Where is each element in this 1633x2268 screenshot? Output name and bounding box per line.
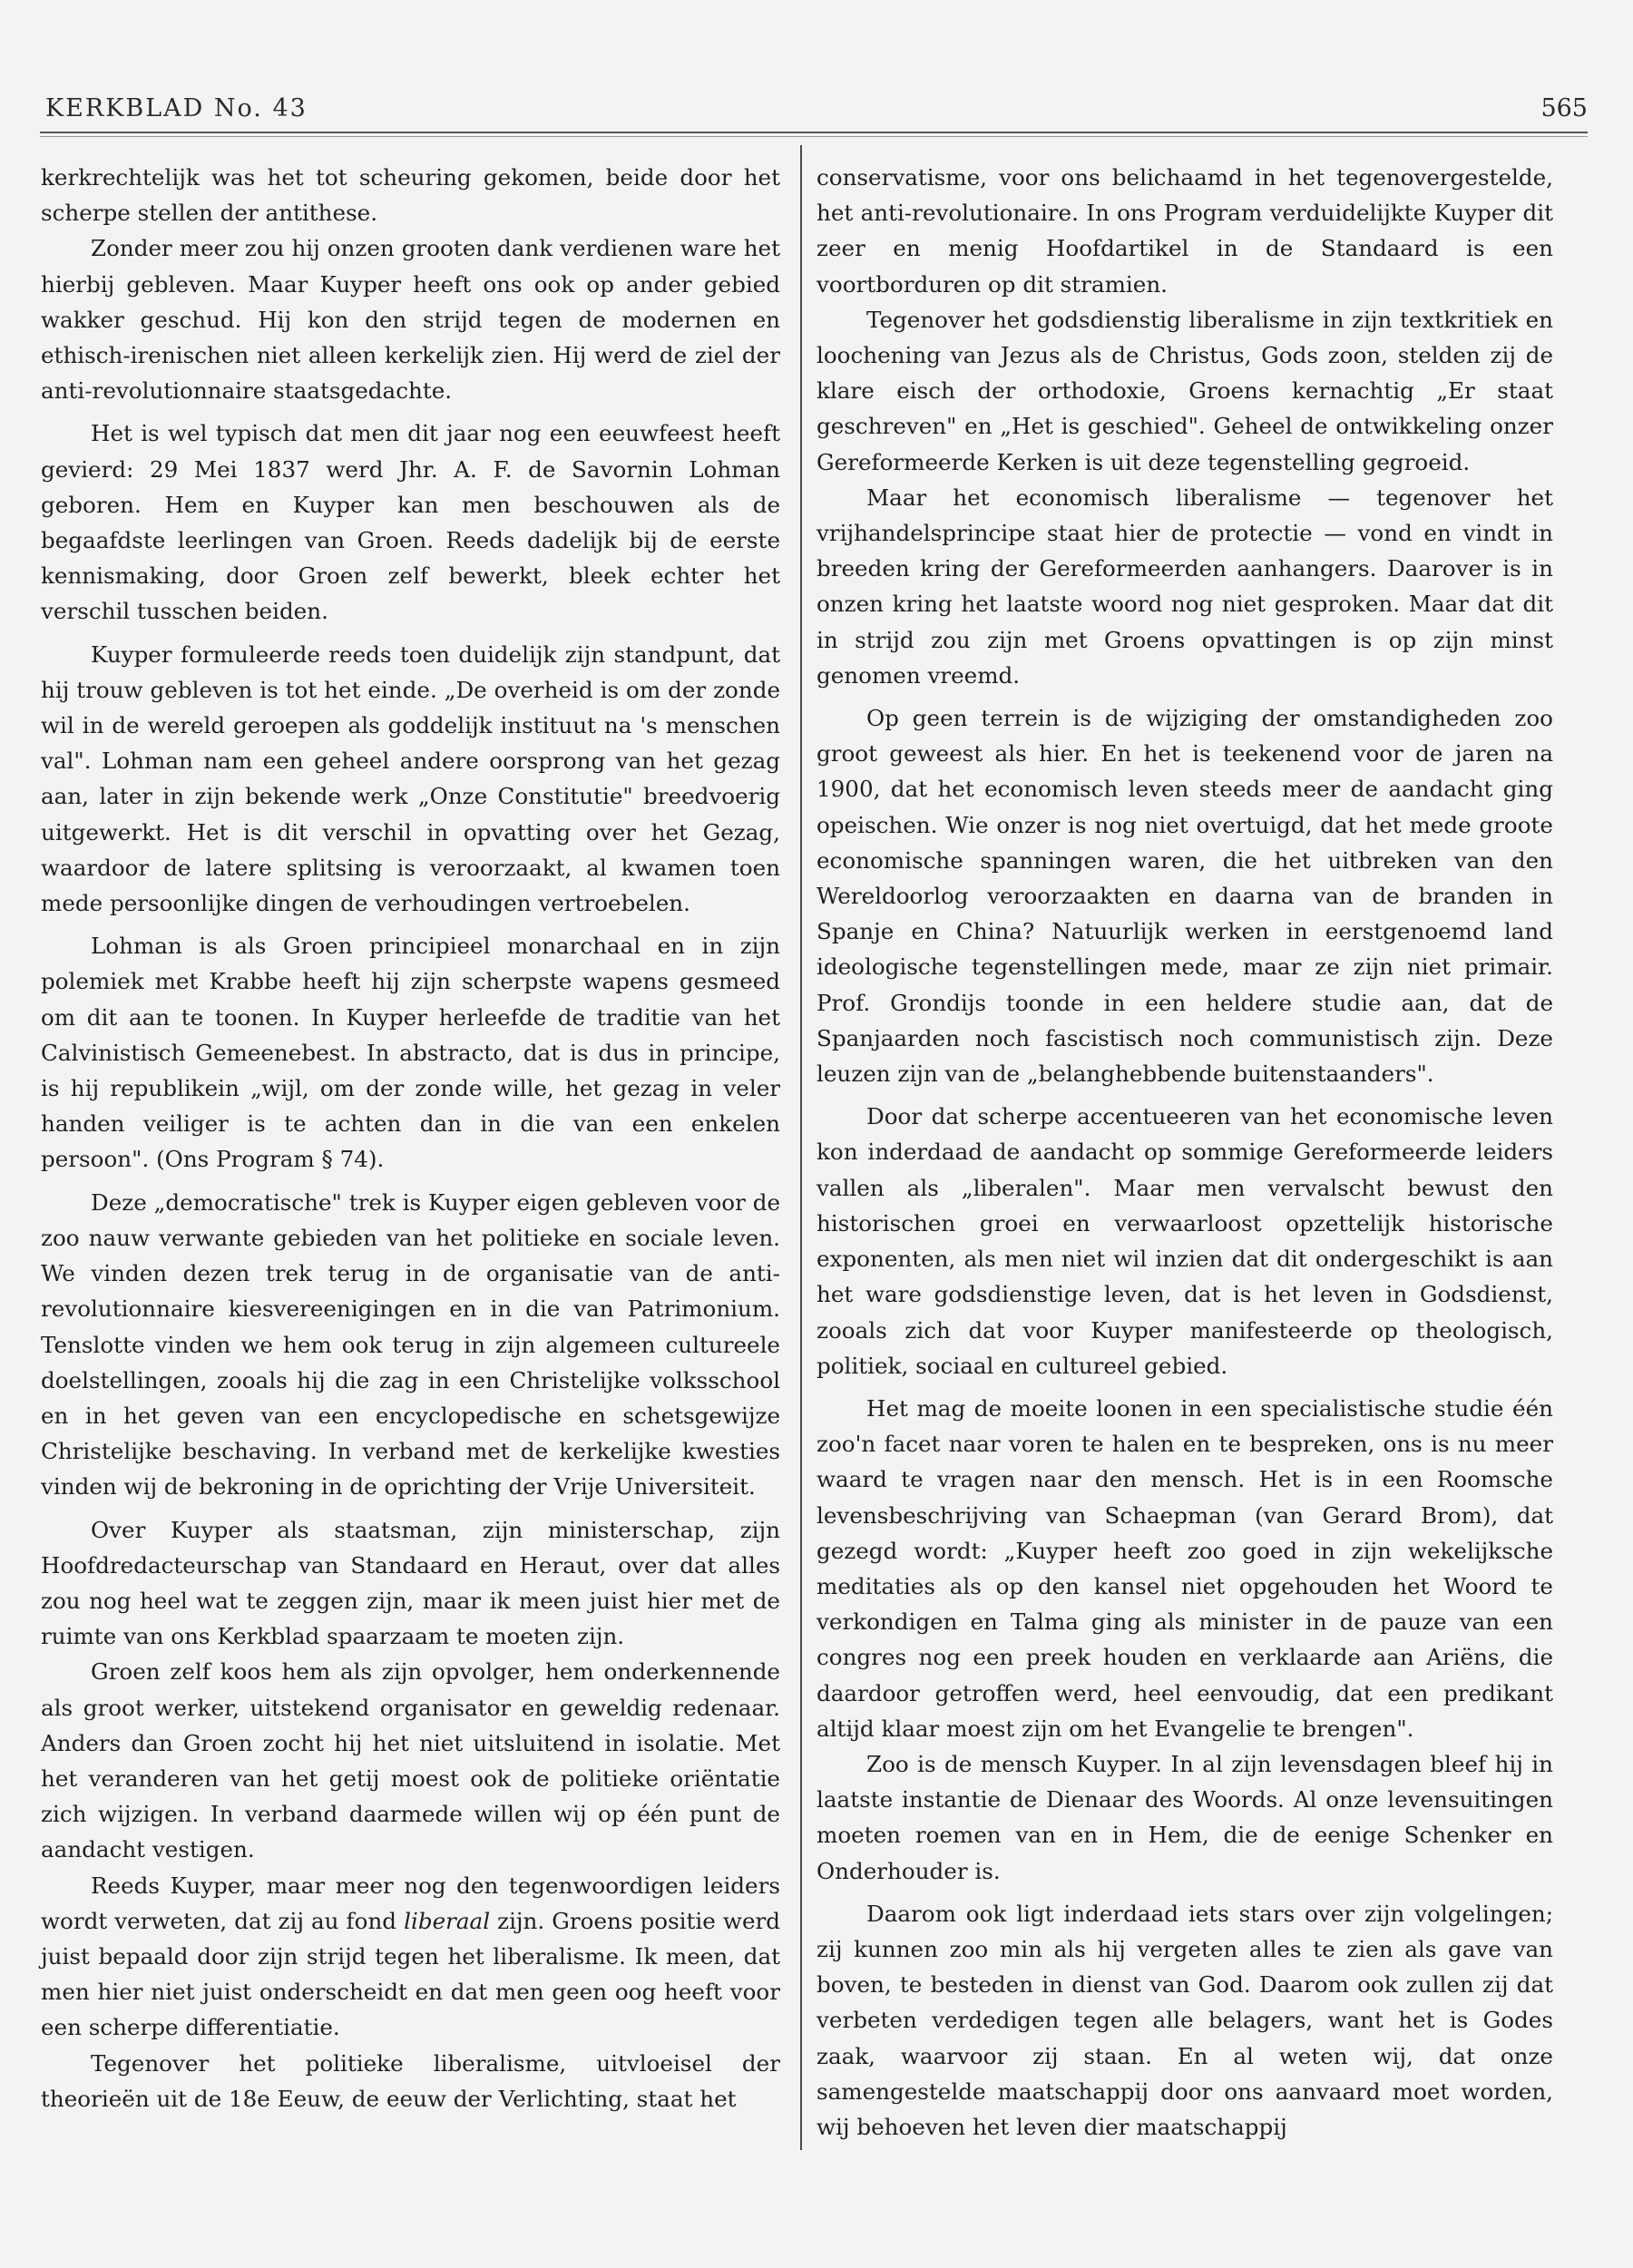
paragraph: Op geen terrein is de wijziging der omstandigheden zoo groot geweest als hier. En het is teekenend voor de jaren na 1900, dat het economisch leven steeds meer de aandacht ging opeischen. Wie onzer is nog niet overtuigd, dat het mede groote economische spanningen waren, die het uitbreken van den Wereldoorlog veroorzaakten en daarna van de branden in Spanje en China? Natuurlijk werken in eerstgenoemd land ideologische tegenstellingen mede, maar ze zijn niet primair. Prof. Grondijs toonde in een heldere studie aan, dat de Spanjaarden noch fascistisch noch communistisch zijn. Deze leuzen zijn van de „belanghebbende buitenstaanders". xyxy=(816,705,1553,1088)
paragraph: Tegenover het politieke liberalisme, uitvloeisel der theorieën uit de 18e Eeuw, de eeuw der Verlichting, staat het xyxy=(41,2049,780,2112)
header-rule xyxy=(40,132,1588,133)
paragraph: Het is wel typisch dat men dit jaar nog een eeuwfeest heeft gevierd: 29 Mei 1837 werd Jhr. A. F. de Savornin Lohman geboren. Hem en Kuyper kan men beschouwen als de begaafdste leerlingen van Groen. Reeds dadelijk bij de eerste kennismaking, door Groen zelf bewerkt, bleek echter het verschil tusschen beiden. xyxy=(41,420,780,625)
paragraph: Zoo is de mensch Kuyper. In al zijn levensdagen bleef hij in laatste instantie de Dienaar des Woords. Al onze levensuitingen moeten roemen van en in Hem, die de eenige Schenker en Onderhouder is. xyxy=(816,1750,1553,1884)
paragraph: Kuyper formuleerde reeds toen duidelijk zijn standpunt, dat hij trouw gebleven is tot het einde. „De overheid is om der zonde wil in de wereld geroepen als goddelijk instituut na 's menschen val". Lohman nam een geheel andere oorsprong van het gezag aan, later in zijn bekende werk „Onze Constitutie" breedvoerig uitgewerkt. Het is dit verschil in opvatting over het Gezag, waardoor de latere splitsing is veroorzaakt, al kwamen toen mede persoonlijke dingen de verhoudingen vertroebelen. xyxy=(41,640,780,917)
header-rule-thin xyxy=(40,136,1588,137)
paragraph: Het mag de moeite loonen in een specialistische studie één zoo'n facet naar voren te halen en te bespreken, ons is nu meer waard te vragen naar den mensch. Het is in een Roomsche levensbeschrijving van Schaepman (van Gerard Brom), dat gezegd wordt: „Kuyper heeft zoo goed in zijn wekelijksche meditaties als op den kansel niet opgehouden het Woord te verkondigen en Talma ging als minister in de pauze van een congres nog een preek houden en verklaarde aan Ariëns, die daardoor getroffen werd, heel eenvoudig, dat een predikant altijd klaar moest zijn om het Evangelie te brengen". xyxy=(816,1394,1553,1742)
running-header xyxy=(45,94,1588,131)
paragraph: Door dat scherpe accentueeren van het economische leven kon inderdaad de aandacht op sommige Gereformeerde leiders vallen als „liberalen". Maar men vervalscht bewust den historischen groei en verwaarloost opzettelijk historische exponenten, als men niet wil inzien dat dit ondergeschikt is aan het ware godsdienstige leven, dat is het leven in Godsdienst, zooals zich dat voor Kuyper manifesteerde op theologisch, politiek, sociaal en cultureel gebied. xyxy=(816,1103,1553,1379)
paragraph: Groen zelf koos hem als zijn opvolger, hem onderkennende als groot werker, uitstekend organisator en geweldig redenaar. Anders dan Groen zocht hij het niet uitsluitend in isolatie. Met het veranderen van het getij moest ook de politieke oriëntatie zich wijzigen. In verband daarmede willen wij op één punt de aandacht vestigen. xyxy=(41,1658,780,1863)
paragraph: Lohman is als Groen principieel monarchaal en in zijn polemiek met Krabbe heeft hij zijn scherpste wapens gesmeed om dit aan te toonen. In Kuyper herleefde de traditie van het Calvinistisch Gemeenebest. In abstracto, dat is dus in principe, is hij republikein „wijl, om der zonde wille, het gezag in veler handen veiliger is te achten dan in die van een enkelen persoon". (Ons Program § 74). xyxy=(41,933,780,1173)
paragraph xyxy=(41,1868,780,2046)
journal-title: KERKBLAD No. 43 xyxy=(45,94,308,122)
paragraph: conservatisme, voor ons belichaamd in het tegenovergestelde, het anti-revolutionaire. In ons Program verduidelijkte Kuyper dit zeer en menig Hoofdartikel in de Standaard is een voortborduren op dit stramien. xyxy=(816,164,1553,298)
page-number: 565 xyxy=(1540,94,1588,122)
paragraph: Tegenover het godsdienstig liberalisme in zijn textkritiek en loochening van Jezus als de Christus, Gods zoon, stelden zij de klare eisch der orthodoxie, Groens kernachtig „Er staat geschreven" en „Het is geschied". Geheel de ontwikkeling onzer Gereformeerde Kerken is uit deze tegenstelling gegroeid. xyxy=(816,306,1553,475)
paragraph: Daarom ook ligt inderdaad iets stars over zijn volgelingen; zij kunnen zoo min als hij vergeten alles te zien als gave van boven, te besteden in dienst van God. Daarom ook zullen zij dat verbeten verdedigen tegen alle belagers, want het is Godes zaak, waarvoor zij staan. En al weten wij, dat onze samengestelde maatschappij door ons aanvaard moet worden, wij behoeven het leven dier maatschappij xyxy=(816,1900,1553,2140)
paragraph: Deze „democratische" trek is Kuyper eigen gebleven voor de zoo nauw verwante gebieden van het politieke en sociale leven. We vinden dezen trek terug in de organisatie van de anti-revolutionnaire kiesvereenigingen en in die van Patrimonium. Tenslotte vinden we hem ook terug in zijn algemeen cultureele doelstellingen, zooals hij die zag in een Christelijke volksschool en in het geven van een encyclopedische en schetsgewijze Christelijke beschaving. In verband met de kerkelijke kwesties vinden wij de bekroning in de oprichting der Vrije Universiteit. xyxy=(41,1188,780,1501)
paragraph-text: Reeds Kuyper, maar meer nog den tegenwoordigen leiders wordt verweten, dat zij au fond xyxy=(41,1872,780,1934)
emphasis-liberaal: liberaal xyxy=(404,1907,491,1934)
paragraph-text: zijn. Groens positie werd juist bepaald door zijn strijd tegen het liberalisme. Ik meen, dat men hier niet juist onderscheidt en dat men geen oog heeft voor een scherpe differentiatie. xyxy=(41,1907,780,2041)
paragraph: kerkrechtelijk was het tot scheuring gekomen, beide door het scherpe stellen der antithese. xyxy=(41,164,780,227)
right-column xyxy=(816,160,1553,2145)
column-divider xyxy=(800,145,802,2150)
left-column xyxy=(41,160,780,2116)
paragraph: Over Kuyper als staatsman, zijn ministerschap, zijn Hoofdredacteurschap van Standaard en Heraut, over dat alles zou nog heel wat te zeggen zijn, maar ik meen juist hier met de ruimte van ons Kerkblad spaarzaam te moeten zijn. xyxy=(41,1516,780,1650)
paragraph: Zonder meer zou hij onzen grooten dank verdienen ware het hierbij gebleven. Maar Kuyper heeft ons ook op ander gebied wakker geschud. Hij kon den strijd tegen de modernen en ethisch-irenischen niet alleen kerkelijk zien. Hij werd de ziel der anti-revolutionnaire staatsgedachte. xyxy=(41,235,780,405)
paragraph: Maar het economisch liberalisme — tegenover het vrijhandelsprincipe staat hier de protectie — vond en vindt in breeden kring der Gereformeerden aanhangers. Daarover is in onzen kring het laatste woord nog niet gesproken. Maar dat dit in strijd zou zijn met Groens opvattingen is op zijn minst genomen vreemd. xyxy=(816,484,1553,689)
